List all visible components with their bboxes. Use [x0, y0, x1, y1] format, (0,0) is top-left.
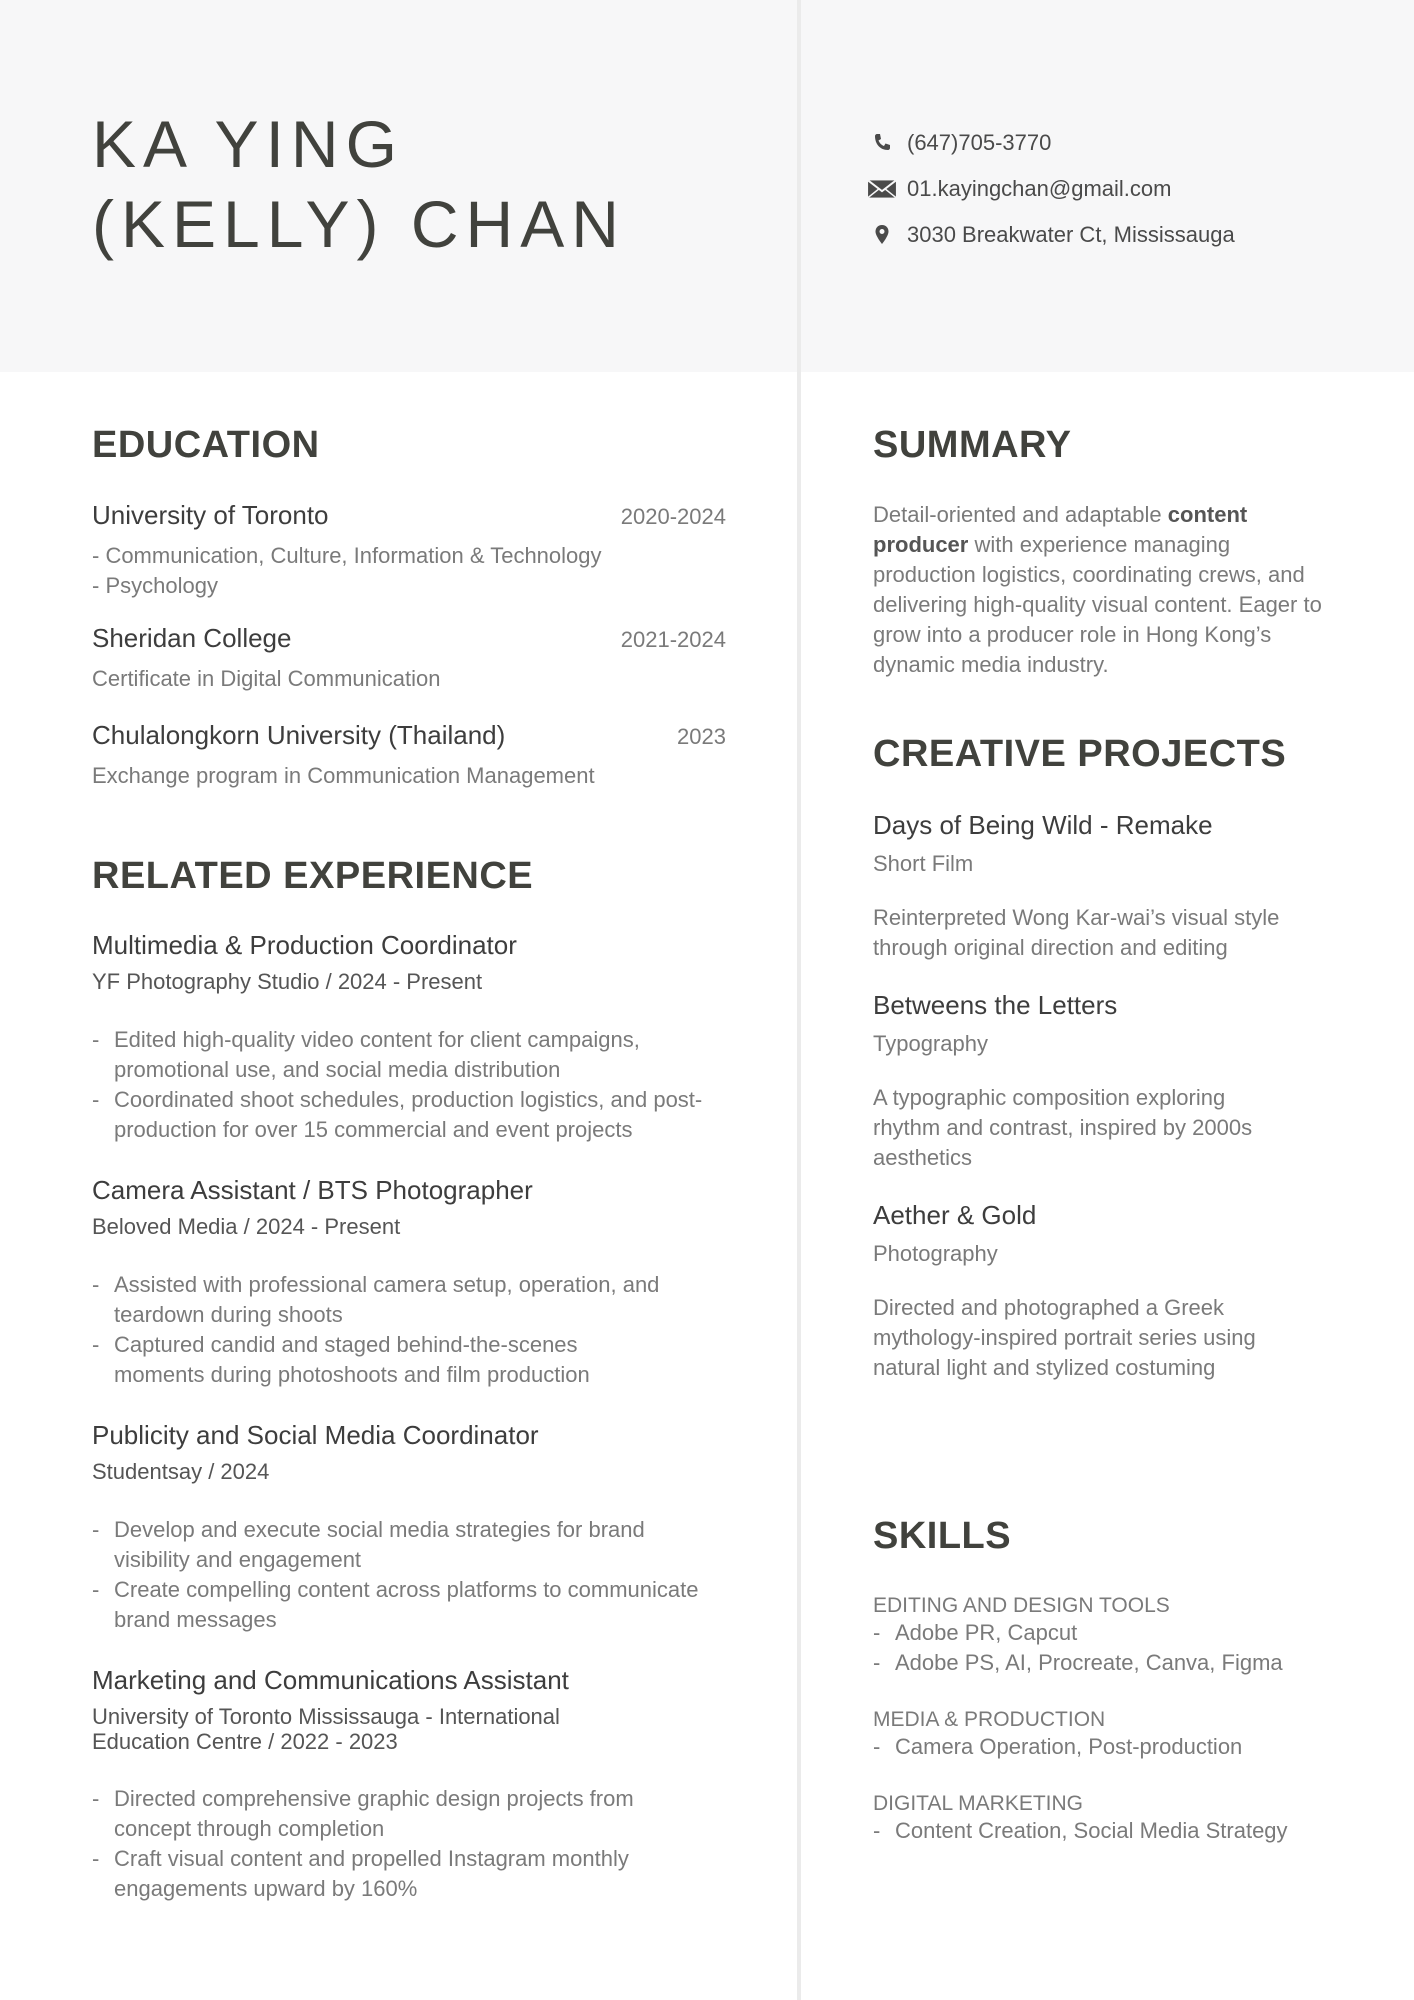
- summary-highlight: content producer: [873, 502, 1248, 557]
- bullet-item: - Develop and execute social media strategies for brand visibility and engagement: [92, 1515, 702, 1575]
- contact-phone: [867, 120, 1235, 166]
- skill-group-heading: DIGITAL MARKETING: [873, 1792, 1084, 1815]
- job-bullets: [92, 1784, 702, 1904]
- skill-item: - Content Creation, Social Media Strategy: [873, 1816, 1288, 1846]
- school-name: Chulalongkorn University (Thailand): [92, 720, 506, 750]
- experience-item: [92, 1175, 752, 1390]
- phone-icon: [867, 131, 897, 155]
- job-role: Multimedia & Production Coordinator: [92, 930, 517, 960]
- skill-group: [873, 1708, 1288, 1762]
- project-name: Aether & Gold: [873, 1200, 1037, 1230]
- project-type: Photography: [873, 1241, 998, 1266]
- bullet-item: - Assisted with professional camera setup, operation, and teardown during shoots: [92, 1270, 672, 1330]
- column-divider: [797, 0, 801, 2000]
- bullet-item: - Create compelling content across platforms to communicate brand messages: [92, 1575, 702, 1635]
- name-line-2: (KELLY) CHAN: [92, 187, 626, 261]
- job-org: University of Toronto Mississauga - International Education Centre / 2022 - 2023: [92, 1704, 560, 1754]
- project-description: Directed and photographed a Greek mythology-inspired portrait series using natural light and stylized costuming: [873, 1295, 1256, 1380]
- skill-items: [873, 1816, 1288, 1846]
- projects-heading: CREATIVE PROJECTS: [873, 733, 1287, 775]
- school-years: 2020-2024: [620, 504, 726, 529]
- skill-item: - Camera Operation, Post-production: [873, 1732, 1288, 1762]
- project-item: [873, 1200, 1293, 1383]
- summary-text: [873, 500, 1333, 680]
- education-list: [92, 500, 726, 791]
- education-item: [92, 720, 726, 791]
- phone-text: (647)705-3770: [907, 130, 1052, 155]
- candidate-name: [92, 104, 626, 264]
- degree-line: Exchange program in Communication Management: [92, 763, 595, 788]
- school-years: 2023: [677, 724, 726, 749]
- skill-items: [873, 1618, 1288, 1678]
- contact-address: [867, 212, 1235, 258]
- education-item: [92, 500, 726, 601]
- job-role: Publicity and Social Media Coordinator: [92, 1420, 539, 1450]
- summary-text-start: Detail-oriented and adaptable: [873, 502, 1168, 527]
- degree-line: - Psychology: [92, 573, 218, 598]
- experience-item: [92, 1665, 752, 1904]
- skills-heading: SKILLS: [873, 1515, 1012, 1557]
- school-name: University of Toronto: [92, 500, 329, 530]
- experience-item: [92, 1420, 752, 1635]
- bullet-item: - Directed comprehensive graphic design projects from concept through completion: [92, 1784, 702, 1844]
- skills-list: [873, 1594, 1288, 1846]
- projects-list: [873, 810, 1293, 1383]
- project-description: Reinterpreted Wong Kar-wai’s visual style through original direction and editing: [873, 905, 1280, 960]
- experience-list: [92, 930, 752, 1904]
- summary-heading: SUMMARY: [873, 424, 1072, 466]
- school-years: 2021-2024: [620, 627, 726, 652]
- bullet-item: - Craft visual content and propelled Instagram monthly engagements upward by 160%: [92, 1844, 702, 1904]
- job-org: Beloved Media / 2024 - Present: [92, 1214, 401, 1239]
- skill-item: - Adobe PR, Capcut: [873, 1618, 1288, 1648]
- project-type: Short Film: [873, 851, 974, 876]
- contact-block: [867, 120, 1235, 258]
- skill-group: [873, 1792, 1288, 1846]
- email-text: 01.kayingchan@gmail.com: [907, 176, 1172, 201]
- bullet-item: - Captured candid and staged behind-the-scenes moments during photoshoots and film production: [92, 1330, 672, 1390]
- project-name: Days of Being Wild - Remake: [873, 810, 1213, 840]
- location-pin-icon: [867, 223, 897, 247]
- skill-group: [873, 1594, 1288, 1678]
- job-org: YF Photography Studio / 2024 - Present: [92, 969, 483, 994]
- contact-email: [867, 166, 1235, 212]
- skill-group-heading: MEDIA & PRODUCTION: [873, 1708, 1106, 1731]
- skill-items: [873, 1732, 1288, 1762]
- school-name: Sheridan College: [92, 623, 292, 653]
- skill-item: - Adobe PS, AI, Procreate, Canva, Figma: [873, 1648, 1288, 1678]
- summary-text-end: with experience managing production logistics, coordinating crews, and delivering high-quality visual content. Eager to grow into a producer role in Hong Kong’s dynamic media industry.: [873, 532, 1322, 677]
- education-item: [92, 623, 726, 694]
- job-bullets: [92, 1270, 672, 1390]
- job-role: Camera Assistant / BTS Photographer: [92, 1175, 533, 1205]
- degree-line: - Communication, Culture, Information & Technology: [92, 543, 602, 568]
- envelope-icon: [867, 177, 897, 201]
- project-item: [873, 990, 1293, 1173]
- experience-item: [92, 930, 752, 1145]
- project-type: Typography: [873, 1031, 988, 1056]
- degree-line: Certificate in Digital Communication: [92, 666, 441, 691]
- experience-heading: RELATED EXPERIENCE: [92, 855, 534, 897]
- project-name: Betweens the Letters: [873, 990, 1118, 1020]
- address-text: 3030 Breakwater Ct, Mississauga: [907, 222, 1235, 247]
- job-bullets: [92, 1515, 702, 1635]
- job-role: Marketing and Communications Assistant: [92, 1665, 569, 1695]
- job-bullets: [92, 1025, 742, 1145]
- project-item: [873, 810, 1293, 963]
- job-org: Studentsay / 2024: [92, 1459, 270, 1484]
- skill-group-heading: EDITING AND DESIGN TOOLS: [873, 1594, 1170, 1617]
- name-line-1: KA YING: [92, 107, 404, 181]
- bullet-item: - Coordinated shoot schedules, production logistics, and post-production for over 15 commercial and event projects: [92, 1085, 742, 1145]
- bullet-item: - Edited high-quality video content for client campaigns, promotional use, and social media distribution: [92, 1025, 742, 1085]
- project-description: A typographic composition exploring rhythm and contrast, inspired by 2000s aesthetics: [873, 1085, 1253, 1170]
- education-heading: EDUCATION: [92, 424, 320, 466]
